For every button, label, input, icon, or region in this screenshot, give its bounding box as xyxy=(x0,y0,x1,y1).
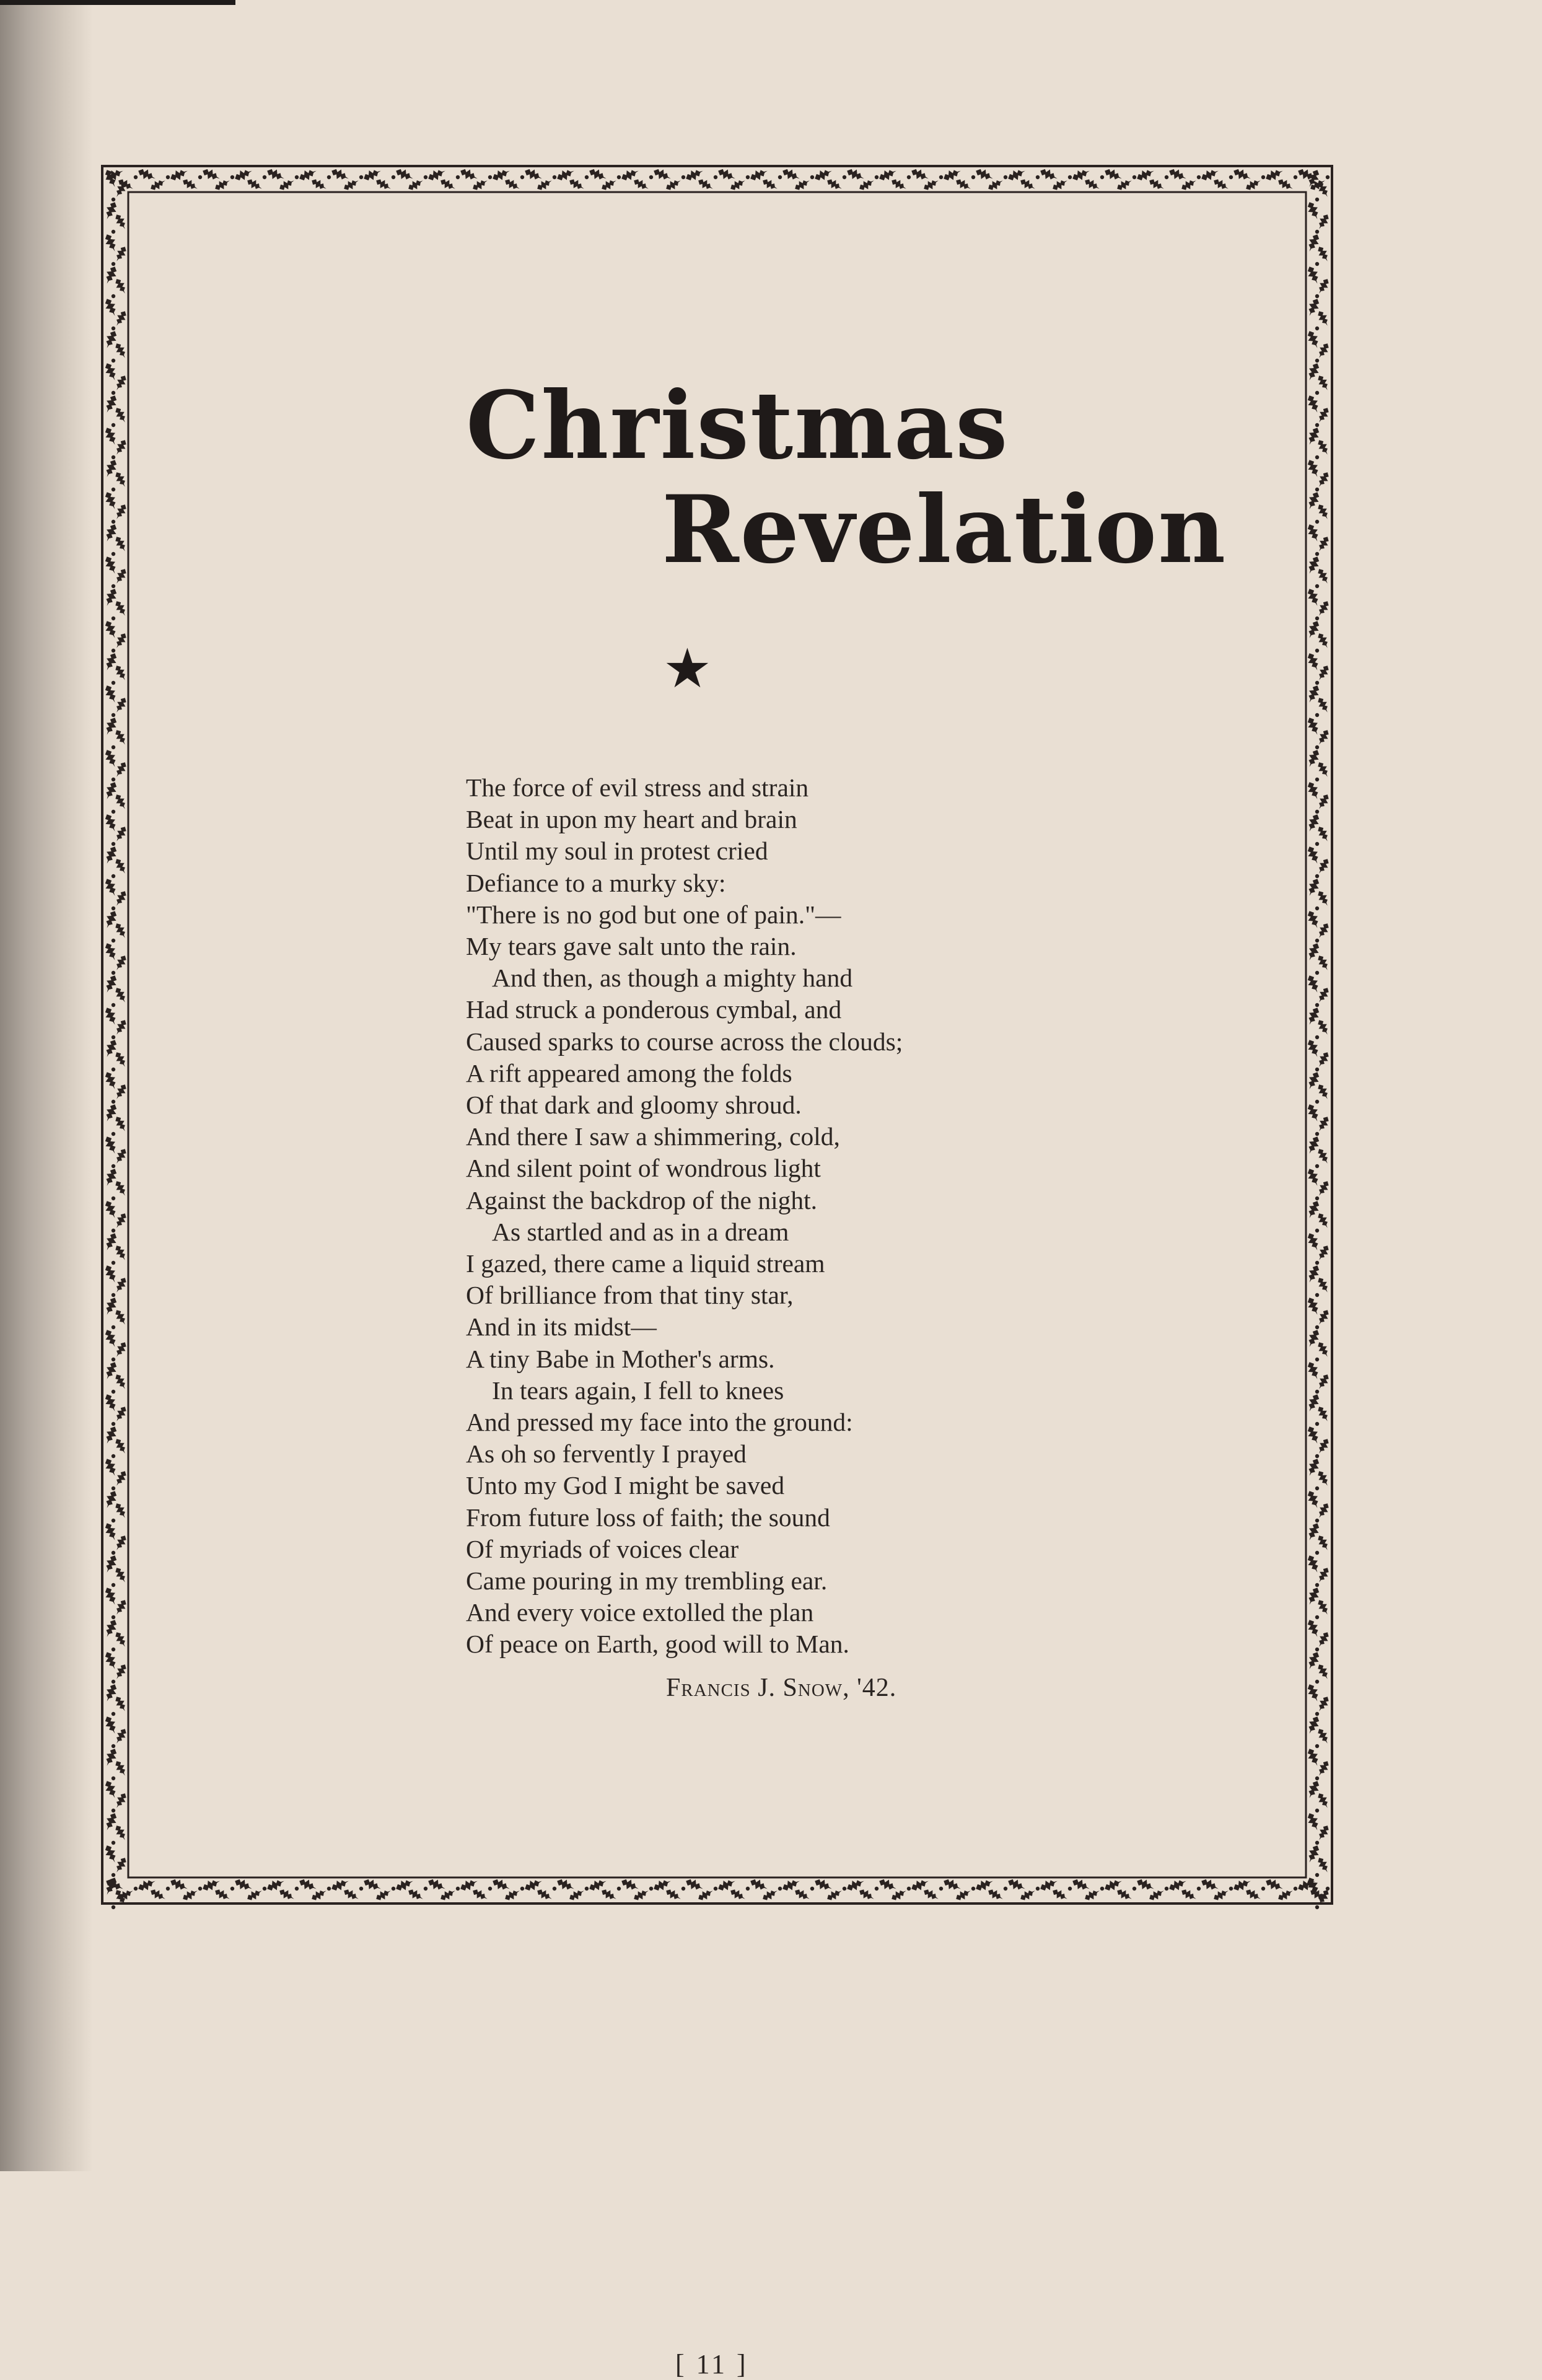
poem-line: Caused sparks to course across the clouds; xyxy=(466,1027,903,1056)
poem-line: As oh so fervently I prayed xyxy=(466,1439,747,1469)
poem-body xyxy=(466,772,1333,1661)
poem-line: Had struck a ponderous cymbal, and xyxy=(466,995,842,1024)
poem-line: In tears again, I fell to knees xyxy=(492,1376,784,1405)
poem-line: Of myriads of voices clear xyxy=(466,1534,739,1563)
poem-line: And every voice extolled the plan xyxy=(466,1598,814,1627)
poem-line: Until my soul in protest cried xyxy=(466,837,768,866)
title-line-2: Revelation xyxy=(662,475,1227,584)
poem-line: From future loss of faith; the sound xyxy=(466,1503,830,1532)
poem-line: Against the backdrop of the night. xyxy=(466,1185,818,1214)
poem-line: And then, as though a mighty hand xyxy=(492,964,853,993)
poem-line: Came pouring in my trembling ear. xyxy=(466,1566,828,1596)
poem-line: "There is no god but one of pain."— xyxy=(466,900,841,929)
poem-line: And in its midst— xyxy=(466,1312,657,1341)
page-number: [ 11 ] xyxy=(675,2349,748,2379)
poem-line: And there I saw a shimmering, cold, xyxy=(466,1122,840,1151)
poem-line: Of peace on Earth, good will to Man. xyxy=(466,1630,849,1659)
poem-line: And pressed my face into the ground: xyxy=(466,1408,853,1437)
title-line-1: Christmas xyxy=(466,371,1009,480)
poem-line: Unto my God I might be saved xyxy=(466,1471,785,1500)
poem-line: A rift appeared among the folds xyxy=(466,1058,792,1087)
poem-line: And silent point of wondrous light xyxy=(466,1154,821,1183)
poem-line: Of brilliance from that tiny star, xyxy=(466,1281,794,1310)
poem-line: As startled and as in a dream xyxy=(492,1217,789,1246)
poem-line: Beat in upon my heart and brain xyxy=(466,805,797,834)
author-signature: Francis J. Snow, '42. xyxy=(666,1674,897,1702)
poem-line: I gazed, there came a liquid stream xyxy=(466,1249,825,1278)
poem-line: My tears gave salt unto the rain. xyxy=(466,932,797,961)
poem-line: Defiance to a murky sky: xyxy=(466,868,726,897)
poem-line: A tiny Babe in Mother's arms. xyxy=(466,1344,775,1373)
star-icon: ★ xyxy=(663,636,712,700)
poem-line: Of that dark and gloomy shroud. xyxy=(466,1091,802,1120)
poem-line: The force of evil stress and strain xyxy=(466,773,809,802)
